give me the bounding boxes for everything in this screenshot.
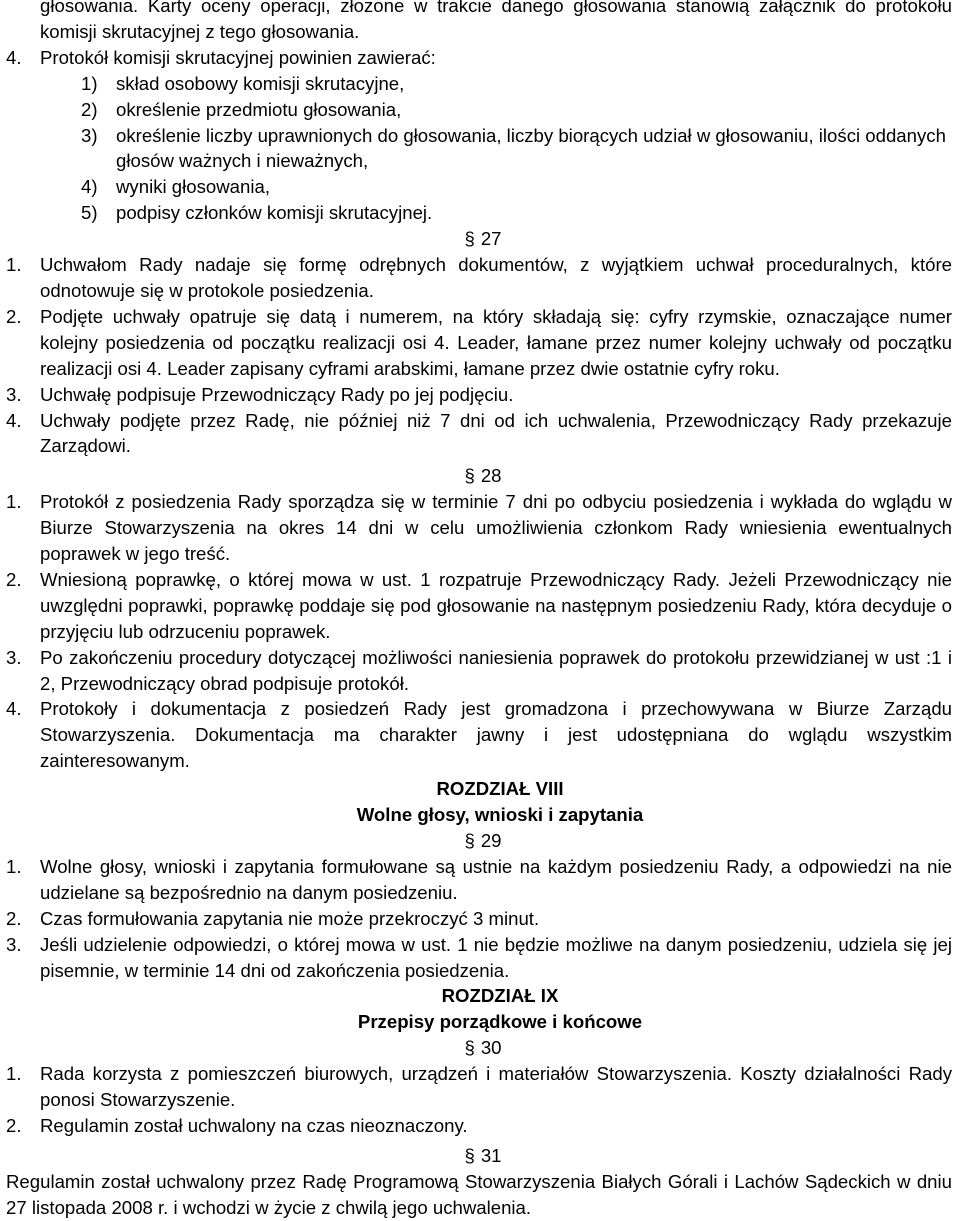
intro-continuation [6,0,952,45]
section-number: 27 [480,228,502,250]
item-number: 3. [6,383,22,405]
subitem-text: określenie przedmiotu głosowania, [116,98,402,120]
subitem-text: podpisy członków komisji skrutacyjnej. [116,202,433,224]
subitem-2 [6,97,952,123]
section-number: 29 [480,830,502,851]
item-text: Uchwałom Rady nadaje się formę odrębnych dokumentów, z wyjątkiem uchwał proceduralnych, które odnotowuje się w protokole posiedzenia. [40,254,952,301]
item-number: 3. [6,933,22,955]
subitem-text: skład osobowy komisji skrutacyjne, [116,72,405,94]
item-number: 1. [6,1063,22,1085]
section-symbol: § [464,830,475,851]
section-number: 30 [480,1037,502,1059]
subitem-number: 3) [81,124,98,146]
item-text: Podjęte uchwały opatruje się datą i numerem, na który składają się: cyfry rzymskie, oznaczające numer kolejny posiedzenia od początku realizacji osi 4. Leader, łamane przez numer kolejny uchwały od początku realizacji osi 4. Leader zapisany cyframi arabskimi, łamane przez dwie ostatnie cyfry roku. [40,305,952,379]
s29-item-1 [6,854,952,906]
subitem-1 [6,71,952,97]
item-text: Protokół komisji skrutacyjnej powinien zawierać: [40,46,436,68]
subitem-text: określenie liczby uprawnionych do głosowania, liczby biorących udział w głosowaniu, ilości oddanych głosów ważnych i nieważnych, [116,124,946,172]
item-text: Regulamin został uchwalony na czas nieoznaczony. [40,1114,468,1136]
s27-item-2 [6,304,952,382]
item-number: 4. [6,698,22,720]
s26-item-4 [6,45,952,71]
item-text: Rada korzysta z pomieszczeń biurowych, urządzeń i materiałów Stowarzyszenia. Koszty działalności Rady ponosi Stowarzyszenie. [40,1063,952,1111]
section-symbol: § [464,1037,475,1059]
item-number: 1. [6,254,22,276]
s28-item-4 [6,696,952,774]
s27-item-4 [6,408,952,460]
chapter-8-label: ROZDZIAŁ VIII [436,778,564,800]
s30-item-2 [6,1113,952,1139]
section-symbol: § [464,1144,475,1166]
closing-statement: Regulamin został uchwalony przez Radę Programową Stowarzyszenia Białych Górali i Lachów Sądeckich w dniu 27 listopada 2008 r. i wchodzi w życie z chwilą jego uchwalenia. [6,1170,952,1218]
s28-item-2 [6,567,952,645]
section-28-heading [6,463,960,489]
subitem-number: 1) [81,72,98,94]
subitem-text: wyniki głosowania, [116,176,270,198]
s28-item-3 [6,645,952,697]
item-text: Po zakończeniu procedury dotyczącej możliwości naniesienia poprawek do protokołu przewidzianej w ust :1 i 2, Przewodniczący obrad podpisuje protokół. [40,646,952,694]
s29-item-2 [6,906,952,932]
item-text: Wniesioną poprawkę, o której mowa w ust. 1 rozpatruje Przewodniczący Rady. Jeżeli Przewodniczący nie uwzględni poprawki, poprawkę poddaje się pod głosowanie na następnym posiedzeniu Rady, która decyduje o przyjęciu lub odrzuceniu poprawek. [40,568,952,642]
subitem-number: 4) [81,176,98,198]
chapter-9-title: Przepisy porządkowe i końcowe [357,1011,643,1033]
item-number: 2. [6,1114,22,1136]
section-number: 31 [480,1144,502,1166]
section-30-heading [6,1035,960,1061]
item-text: Uchwałę podpisuje Przewodniczący Rady po jej podjęciu. [40,383,514,405]
item-number: 4. [6,46,22,68]
s29-item-3 [6,932,952,984]
subitem-number: 2) [81,98,98,120]
chapter-9-label: ROZDZIAŁ IX [441,985,559,1007]
item-text: Czas formułowania zapytania nie może przekroczyć 3 minut. [40,907,540,929]
item-text: Jeśli udzielenie odpowiedzi, o której mowa w ust. 1 nie będzie możliwe na danym posiedzeniu, udziela się jej pisemnie, w terminie 14 dni od zakończenia posiedzenia. [40,933,952,981]
section-31-heading [6,1143,960,1169]
item-number: 4. [6,409,22,431]
item-number: 1. [6,855,22,877]
s27-item-3 [6,382,952,408]
item-number: 2. [6,305,22,327]
subitem-number: 5) [81,202,98,224]
chapter-8-title: Wolne głosy, wnioski i zapytania [356,804,644,826]
item-text: Protokół z posiedzenia Rady sporządza się w terminie 7 dni po odbyciu posiedzenia i wykłada do wglądu w Biurze Stowarzyszenia na okres 14 dni w celu umożliwienia członkom Rady wniesienia ewentualnych poprawek w jego treść. [40,491,952,565]
subitem-5 [6,200,952,226]
subitem-4 [6,174,952,200]
item-text: Protokoły i dokumentacja z posiedzeń Rady jest gromadzona i przechowywana w Biurze Zarządu Stowarzyszenia. Dokumentacja ma charakter jawny i jest udostępniana do wglądu wszystkim zainteresowanym. [40,698,952,772]
item-number: 2. [6,907,22,929]
subitem-3 [6,123,952,175]
item-number: 2. [6,568,22,590]
section-symbol: § [464,228,475,250]
item-text: Wolne głosy, wnioski i zapytania formułowane są ustnie na każdym posiedzeniu Rady, a odpowiedzi na nie udzielane są bezpośrednio na danym posiedzeniu. [40,855,952,903]
item-text: Uchwały podjęte przez Radę, nie później niż 7 dni od ich uchwalenia, Przewodniczący Rady przekazuje Zarządowi. [40,409,952,457]
section-symbol: § [464,465,475,487]
s30-item-1 [6,1061,952,1113]
section-29-heading [6,828,960,854]
s27-item-1 [6,252,952,304]
item-number: 3. [6,646,22,668]
s28-item-1 [6,489,952,567]
item-number: 1. [6,491,22,513]
intro-text: głosowania. Karty oceny operacji, złożone w trakcie danego głosowania stanowią załącznik do protokołu komisji skrutacyjnej z tego głosowania. [40,0,952,42]
section-number: 28 [480,465,502,487]
section-27-heading [6,226,960,252]
